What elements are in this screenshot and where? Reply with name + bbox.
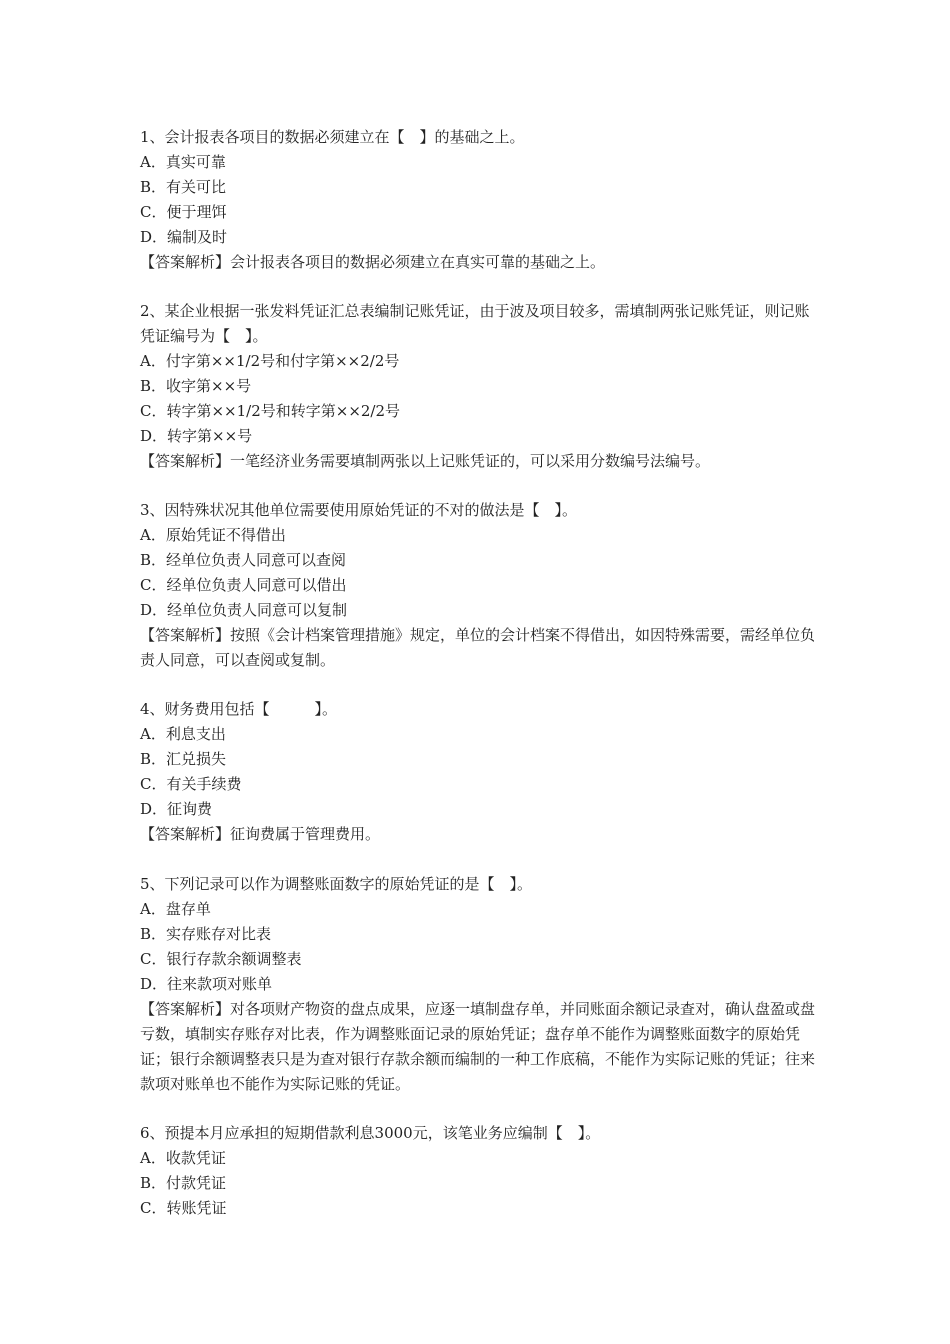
answer-analysis: 【答案解析】会计报表各项目的数据必须建立在真实可靠的基础之上。: [140, 253, 606, 271]
question-stem: 6、预提本月应承担的短期借款利息3000元，该笔业务应编制【 】。: [140, 1124, 601, 1142]
option-c: C．便于理饵: [140, 203, 227, 221]
question-stem: 3、因特殊状况其他单位需要使用原始凭证的不对的做法是【 】。: [140, 501, 578, 519]
answer-analysis: 【答案解析】征询费属于管理费用。: [140, 825, 381, 843]
option-a: A．真实可靠: [140, 153, 226, 171]
question-5: [140, 872, 820, 1097]
question-6: [140, 1121, 820, 1221]
option-d: D．转字第××号: [140, 427, 253, 445]
answer-analysis: 【答案解析】对各项财产物资的盘点成果，应逐一填制盘存单，并同账面余额记录查对，确认盘盈或盘亏数，填制实存账存对比表，作为调整账面记录的原始凭证；盘存单不能作为调整账面数字的原始凭证；银行余额调整表只是为查对银行存款余额而编制的一种工作底稿，不能作为实际记账的凭证；往来款项对账单也不能作为实际记账的凭证。: [140, 1000, 816, 1093]
question-stem: 5、下列记录可以作为调整账面数字的原始凭证的是【 】。: [140, 875, 533, 893]
option-b: B．付款凭证: [140, 1174, 227, 1192]
option-c: C．经单位负责人同意可以借出: [140, 576, 347, 594]
option-d: D．往来款项对账单: [140, 975, 273, 993]
question-stem: 4、财务费用包括【 】。: [140, 700, 338, 718]
option-b: B．经单位负责人同意可以查阅: [140, 551, 347, 569]
question-4: [140, 697, 820, 847]
question-1: [140, 125, 820, 275]
option-b: B．有关可比: [140, 178, 227, 196]
option-b: B．实存账存对比表: [140, 925, 272, 943]
option-c: C．银行存款余额调整表: [140, 950, 302, 968]
question-stem: 2、某企业根据一张发料凭证汇总表编制记账凭证，由于波及项目较多，需填制两张记账凭证，则记账凭证编号为【 】。: [140, 302, 810, 345]
option-b: B．汇兑损失: [140, 750, 227, 768]
option-c: C．转账凭证: [140, 1199, 227, 1217]
question-stem: 1、会计报表各项目的数据必须建立在【 】的基础之上。: [140, 128, 525, 146]
answer-analysis: 【答案解析】按照《会计档案管理措施》规定，单位的会计档案不得借出，如因特殊需要，需经单位负责人同意，可以查阅或复制。: [140, 626, 816, 669]
question-2: [140, 299, 820, 474]
option-c: C．转字第××1/2号和转字第××2/2号: [140, 402, 401, 420]
option-a: A．收款凭证: [140, 1149, 226, 1167]
option-a: A．付字第××1/2号和付字第××2/2号: [140, 352, 400, 370]
answer-analysis: 【答案解析】一笔经济业务需要填制两张以上记账凭证的，可以采用分数编号法编号。: [140, 452, 711, 470]
question-3: [140, 498, 820, 673]
option-d: D．编制及时: [140, 228, 228, 246]
option-a: A．原始凭证不得借出: [140, 526, 286, 544]
option-a: A．利息支出: [140, 725, 226, 743]
option-c: C．有关手续费: [140, 775, 242, 793]
option-a: A．盘存单: [140, 900, 211, 918]
option-b: B．收字第××号: [140, 377, 252, 395]
option-d: D．征询费: [140, 800, 213, 818]
option-d: D．经单位负责人同意可以复制: [140, 601, 348, 619]
